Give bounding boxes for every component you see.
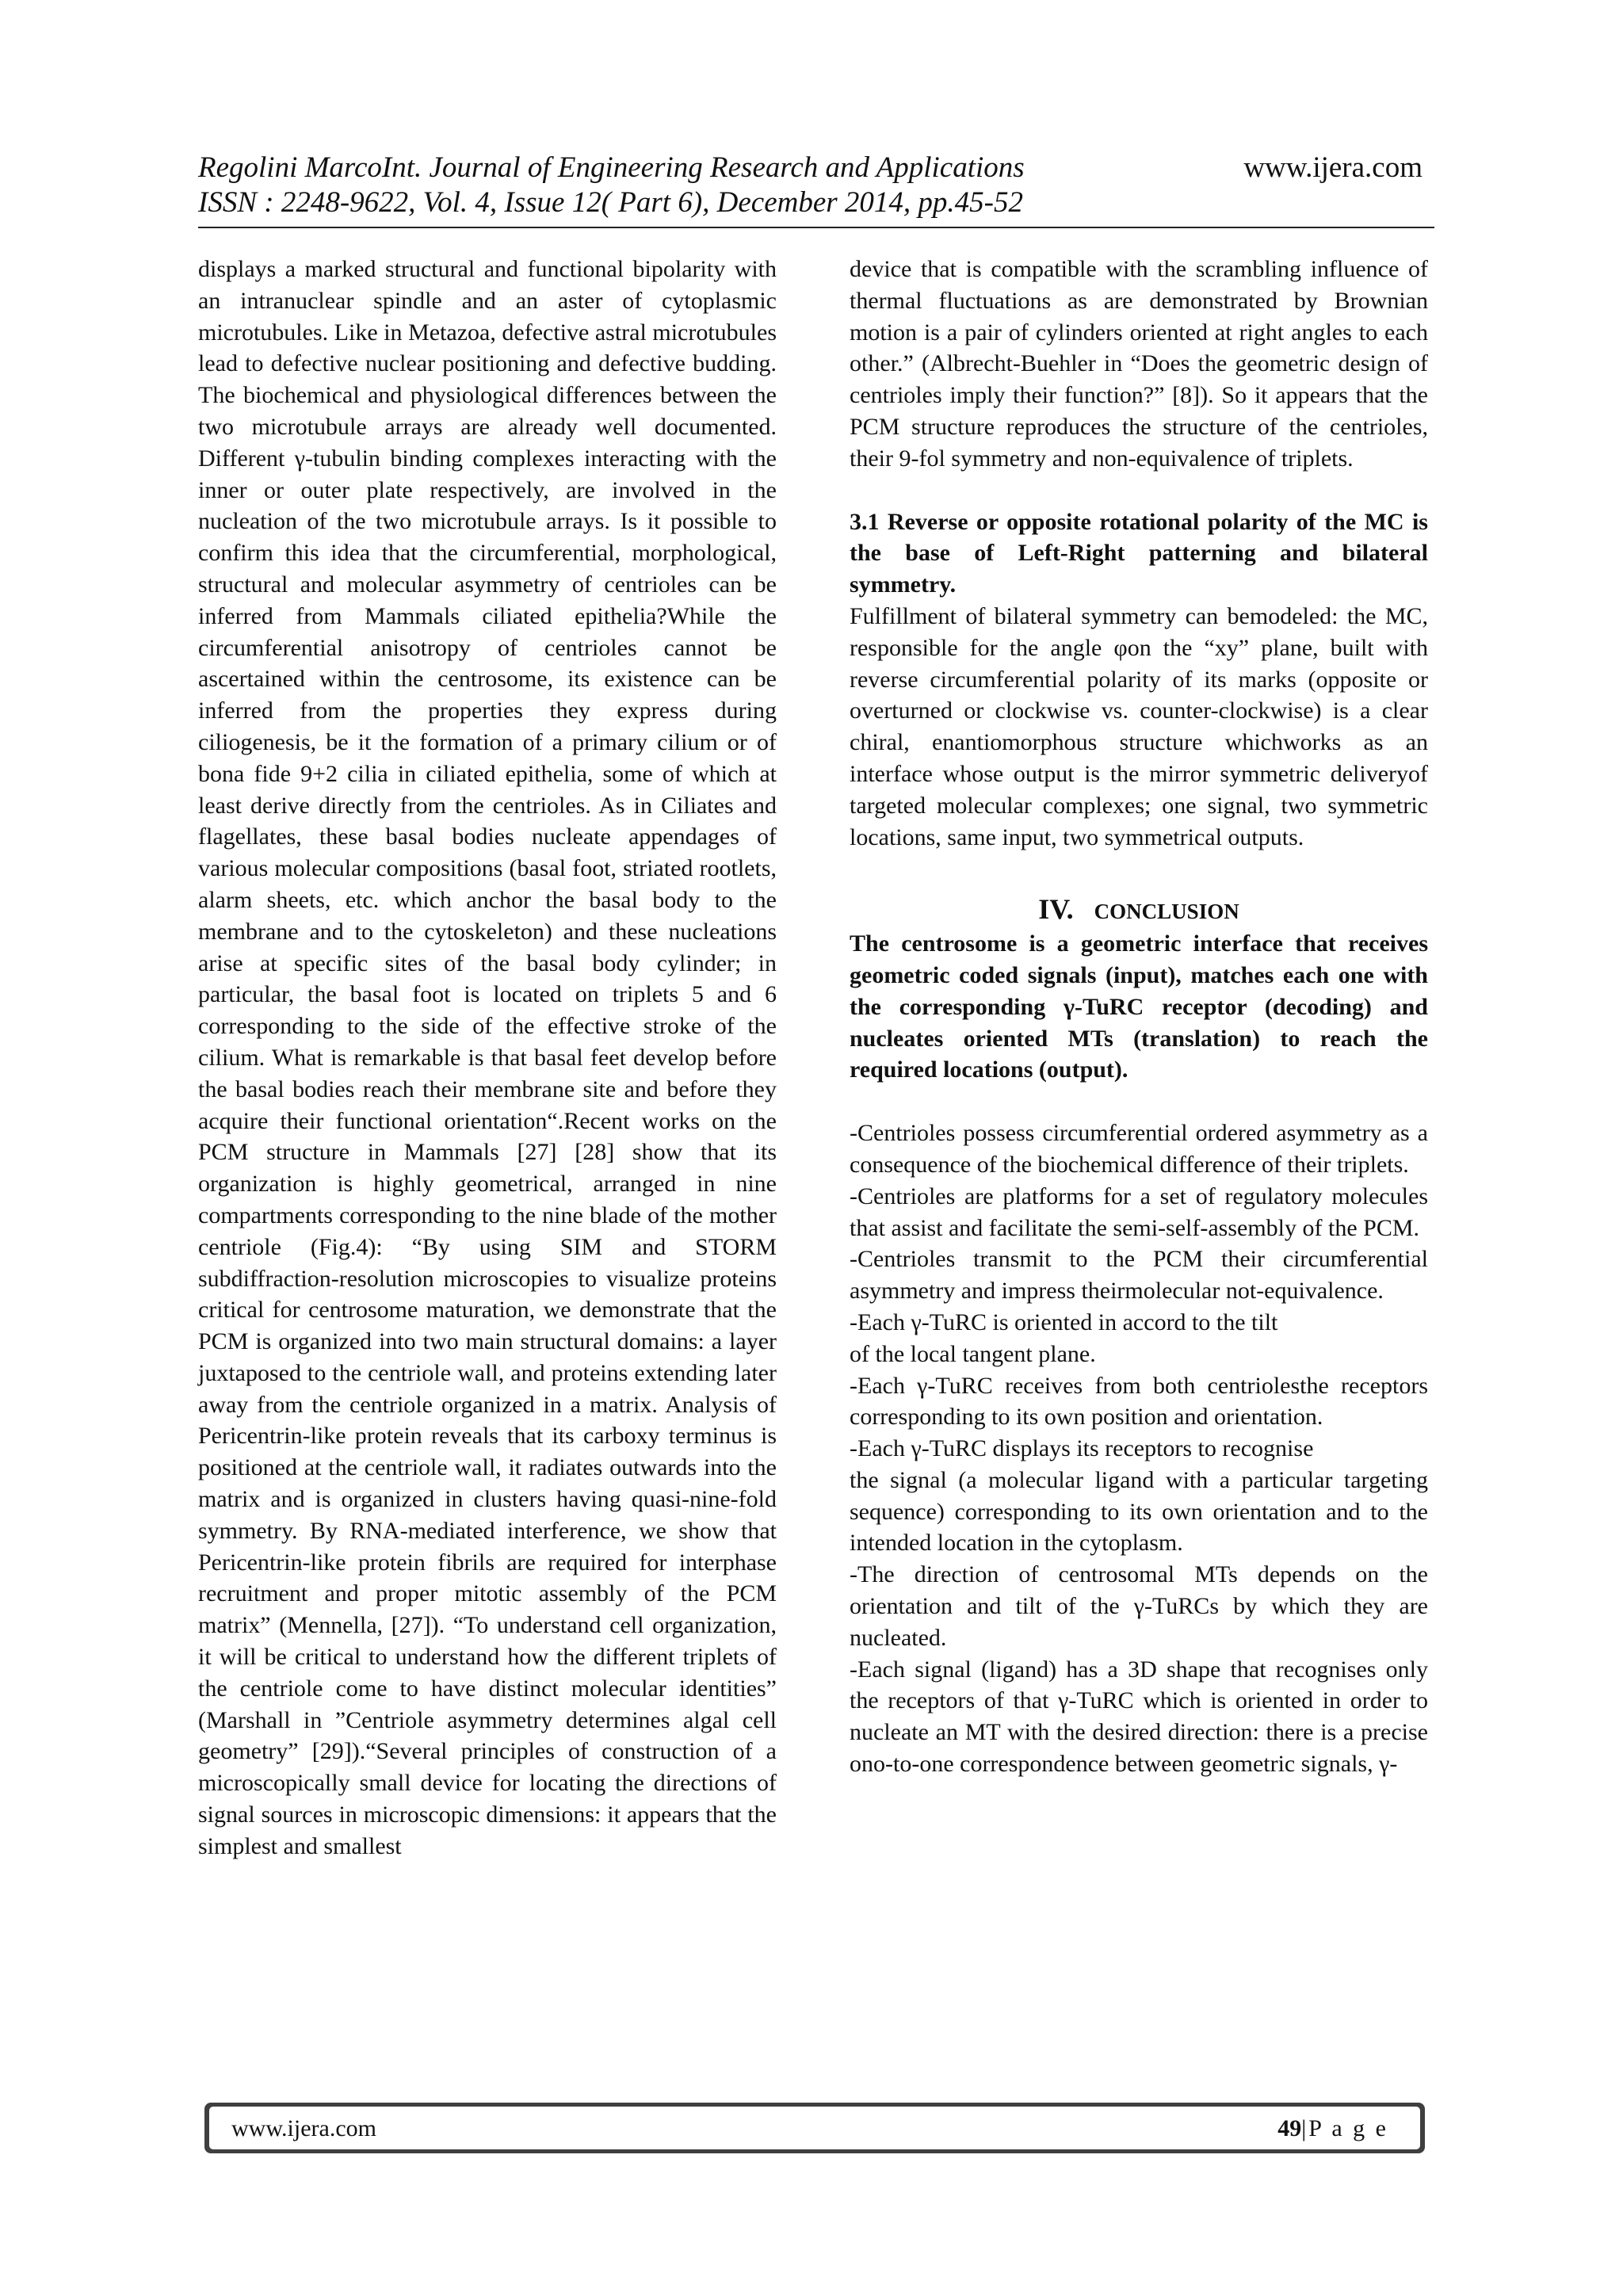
conclusion-point: the signal (a molecular ligand with a particular targeting sequence) corresponding to its own orientation and to the intended location in the cytoplasm. <box>850 1466 1428 1557</box>
conclusion-summary: The centrosome is a geometric interface that receives geometric coded signals (input), matches each one with the corresponding γ-TuRC receptor (decoding) and nucleates oriented MTs (translation) to reach the required locations (output). <box>850 930 1428 1083</box>
footer-url[interactable]: www.ijera.com <box>231 2115 376 2141</box>
conclusion-number: IV. <box>1038 893 1074 926</box>
page-footer <box>204 2103 1425 2153</box>
left-column <box>198 254 777 1862</box>
conclusion-point: -Each signal (ligand) has a 3D shape that recognises only the receptors of that γ-TuRC which is oriented in order to nucleate an MT with the desired direction: there is a precise ono-to-one correspondence between geometric signals, γ- <box>850 1656 1428 1778</box>
header-issn-line: ISSN : 2248-9622, Vol. 4, Issue 12( Part 6), December 2014, pp.45-52 <box>198 186 1023 219</box>
conclusion-point: -Centrioles are platforms for a set of regulatory molecules that assist and facilitate the semi-self-assembly of the PCM. <box>850 1182 1428 1241</box>
conclusion-point: -Each γ-TuRC is oriented in accord to the tilt <box>850 1308 1278 1335</box>
conclusion-label: CONCLUSION <box>1094 900 1239 924</box>
conclusion-point: -Centrioles transmit to the PCM their circumferential asymmetry and impress theirmolecular not-equivalence. <box>850 1246 1428 1305</box>
conclusion-point: -Each γ-TuRC receives from both centriolesthe receptors corresponding to its own position and orientation. <box>850 1372 1428 1431</box>
conclusion-point: -Centrioles possess circumferential ordered asymmetry as a consequence of the biochemical difference of their triplets. <box>850 1120 1428 1178</box>
running-header <box>198 151 1423 220</box>
header-url[interactable]: www.ijera.com <box>1243 151 1423 184</box>
conclusion-point: of the local tangent plane. <box>850 1340 1096 1367</box>
section-heading: 3.1 Reverse or opposite rotational polarity of the MC is the base of Left-Right patterning and bilateral symmetry. <box>850 508 1428 598</box>
conclusion-heading <box>850 894 1428 928</box>
conclusion-point: -The direction of centrosomal MTs depends on the orientation and tilt of the γ-TuRCs by which they are nucleated. <box>850 1561 1428 1651</box>
header-rule <box>198 227 1434 228</box>
header-journal-line: Regolini MarcoInt. Journal of Engineering Research and Applications <box>198 151 1025 184</box>
section-text: Fulfillment of bilateral symmetry can bemodeled: the MC, responsible for the angle φon the “xy” plane, built with reverse circumferential polarity of its marks (opposite or overturned or clockwise vs. counter-clockwise) is a clear chiral, enantiomorphous structure whichworks as an interface whose output is the mirror symmetric deliveryof targeted molecular complexes; one signal, two symmetric locations, same input, two symmetrical outputs. <box>850 602 1428 850</box>
page-number <box>1277 2115 1388 2143</box>
conclusion-point: -Each γ-TuRC displays its receptors to recognise <box>850 1435 1314 1462</box>
page-suffix: |P a g e <box>1301 2115 1388 2141</box>
body-paragraph: displays a marked structural and functional bipolarity with an intranuclear spindle and an aster of cytoplasmic microtubules. Like in Metazoa, defective astral microtubules lead to defective nuclear positioning and defective budding. The biochemical and physiological differences between the two microtubule arrays are already well documented. Different γ-tubulin binding complexes interacting with the inner or outer plate respectively, are involved in the nucleation of the two microtubule arrays. Is it possible to confirm this idea that the circumferential, morphological, structural and molecular asymmetry of centrioles can be inferred from Mammals ciliated epithelia?While the circumferential anisotropy of centrioles cannot be ascertained within the centrosome, its existence can be inferred from the properties they express during ciliogenesis, be it the formation of a primary cilium or of bona fide 9+2 cilia in ciliated epithelia, some of which at least derive directly from the centrioles. As in Ciliates and flagellates, these basal bodies nucleate appendages of various molecular compositions (basal foot, striated rootlets, alarm sheets, etc. which anchor the basal body to the membrane and to the cytoskeleton) and these nucleations arise at specific sites of the basal body cylinder; in particular, the basal foot is located on triplets 5 and 6 corresponding to the side of the effective stroke of the cilium. What is remarkable is that basal feet develop before the basal bodies reach their membrane site and before they acquire their functional orientation“.Recent works on the PCM structure in Mammals [27] [28] show that its organization is highly geometrical, arranged in nine compartments corresponding to the nine blade of the mother centriole (Fig.4): “By using SIM and STORM subdiffraction-resolution microscopies to visualize proteins critical for centrosome maturation, we demonstrate that the PCM is organized into two main structural domains: a layer juxtaposed to the centriole wall, and proteins extending later away from the centriole organized in a matrix. Analysis of Pericentrin-like protein reveals that its carboxy terminus is positioned at the centriole wall, it radiates outwards into the matrix and is organized in clusters having quasi-nine-fold symmetry. By RNA-mediated interference, we show that Pericentrin-like protein fibrils are required for interphase recruitment and proper mitotic assembly of the PCM matrix” (Mennella, [27]). “To understand cell organization, it will be critical to understand how the different triplets of the centriole come to have distinct molecular identities” (Marshall in ”Centriole asymmetry determines algal cell geometry” [29]).“Several principles of construction of a microscopically small device for locating the directions of signal sources in microscopic dimensions: it appears that the simplest and smallest <box>198 256 777 1859</box>
body-paragraph-continued: device that is compatible with the scrambling influence of thermal fluctuations as are demonstrated by Brownian motion is a pair of cylinders oriented at right angles to each other.” (Albrecht-Buehler in “Does the geometric design of centrioles imply their function?” [8]). So it appears that the PCM structure reproduces the structure of the centrioles, their 9-fol symmetry and non-equivalence of triplets. <box>850 256 1428 472</box>
page-number-value: 49 <box>1277 2115 1302 2141</box>
right-column <box>850 254 1428 1780</box>
